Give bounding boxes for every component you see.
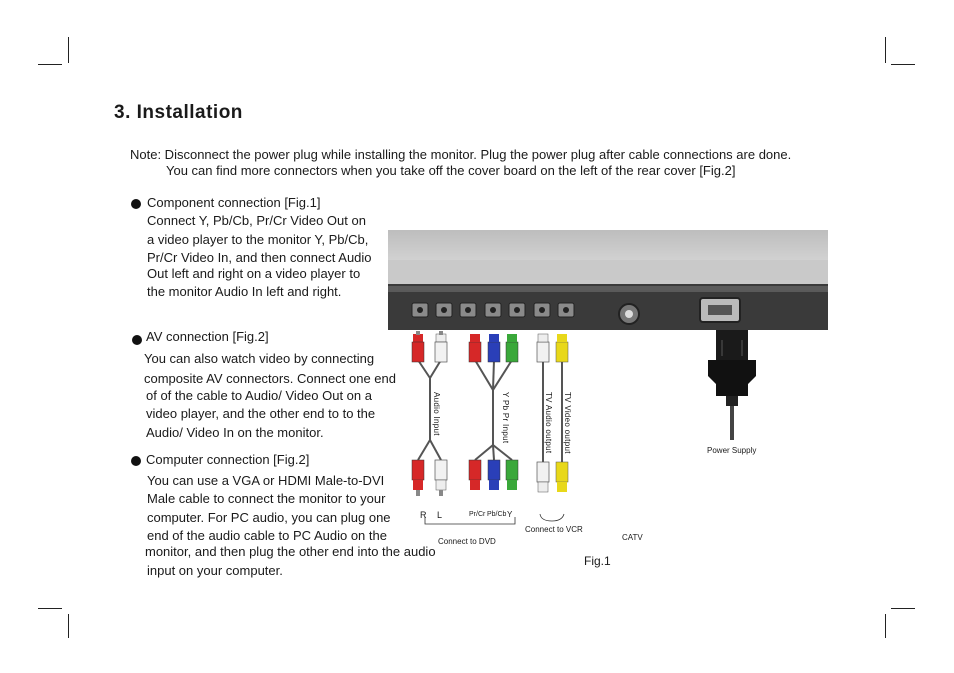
component-line: Pr/Cr Video In, and then connect Audio [147,250,372,265]
computer-heading: Computer connection [Fig.2] [146,452,310,467]
crop-mark [885,614,886,638]
crop-mark [38,64,62,65]
ypbpr-input-label: Y Pb Pr Input [501,392,510,444]
page-title: 3. Installation [114,102,243,123]
power-supply-label: Power Supply [707,446,757,455]
computer-line: input on your computer. [147,563,283,578]
component-line: Connect Y, Pb/Cb, Pr/Cr Video Out on [147,213,366,228]
av-line: of of the cable to Audio/ Video Out on a [146,388,372,403]
av-line: Audio/ Video In on the monitor. [146,425,324,440]
computer-line: computer. For PC audio, you can plug one [147,510,391,525]
crop-mark [68,614,69,638]
component-plugs-bottom [469,460,518,490]
computer-line: end of the audio cable to PC Audio on the [147,528,387,543]
audio-plugs-top [412,331,447,362]
av-line: You can also watch video by connecting [144,351,375,366]
bullet-icon [131,456,141,466]
rear-panel-drawing [388,230,828,330]
label-y: Y [507,510,513,519]
vcr-bracket [540,514,564,521]
bullet-icon [131,199,141,209]
av-line: composite AV connectors. Connect one end [144,371,396,386]
component-plugs-top [469,334,518,362]
audio-input-label: Audio Input [432,392,441,436]
crop-mark [891,608,915,609]
computer-line: You can use a VGA or HDMI Male-to-DVI [147,473,385,488]
component-line: Out left and right on a video player to [147,266,361,281]
note-line-1: Note: Disconnect the power plug while installing the monitor. Plug the power plug after cable connections are done. [130,147,792,162]
component-heading: Component connection [Fig.1] [147,195,321,210]
connect-vcr-label: Connect to VCR [525,525,583,534]
component-line: the monitor Audio In left and right. [147,284,342,299]
catv-label: CATV [622,533,643,542]
crop-mark [885,37,886,63]
component-line: a video player to the monitor Y, Pb/Cb, [147,232,369,247]
crop-mark [38,608,62,609]
audio-plugs-bottom [412,460,447,496]
figure-caption: Fig.1 [584,554,611,568]
connect-dvd-label: Connect to DVD [438,537,496,546]
crop-mark [68,37,69,63]
bullet-icon [132,335,142,345]
label-pbcb: Pb/Cb [487,511,507,518]
monitor-rear-panel-image [388,230,828,330]
label-prcr: Pr/Cr [469,511,486,518]
av-heading: AV connection [Fig.2] [146,329,269,344]
label-r: R [420,510,427,520]
av-line: video player, and the other end to to the [146,406,376,421]
power-plug [708,330,756,440]
note-line-2: You can find more connectors when you take off the cover board on the left of the rear cover [Fig.2] [166,163,736,178]
crop-mark [891,64,915,65]
tv-audio-output-label: TV Audio output [544,392,553,454]
computer-line: monitor, and then plug the other end into the audio [145,544,436,559]
label-l: L [437,510,443,520]
tv-video-output-label: TV Video output [563,392,572,454]
computer-line: Male cable to connect the monitor to your [147,491,386,506]
